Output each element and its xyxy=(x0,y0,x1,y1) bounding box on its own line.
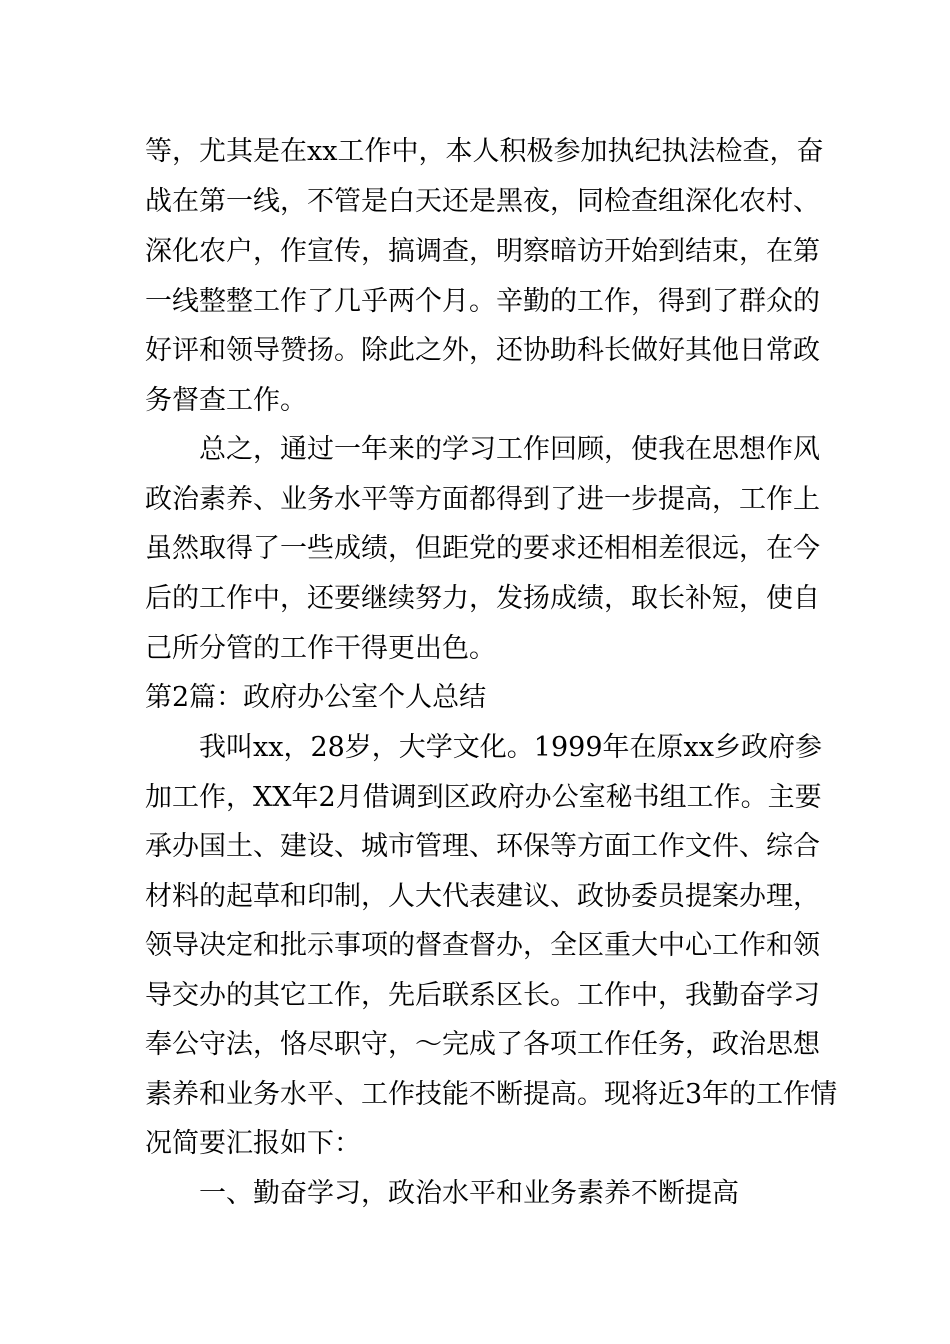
paragraph-line: 等，尤其是在xx工作中，本人积极参加执纪执法检查，奋 xyxy=(145,136,824,167)
paragraph-line: 加工作，XX年2月借调到区政府办公室秘书组工作。主要 xyxy=(145,782,822,813)
paragraph-line: 导交办的其它工作，先后联系区长。工作中，我勤奋学习 xyxy=(145,980,820,1011)
paragraph-line: 好评和领导赞扬。除此之外，还协助科长做好其他日常政 xyxy=(145,335,820,366)
paragraph-line: 一线整整工作了几乎两个月。辛勤的工作，得到了群众的 xyxy=(145,286,820,317)
paragraph-line: 领导决定和批示事项的督查督办，全区重大中心工作和领 xyxy=(145,930,820,961)
paragraph-line: 深化农户，作宣传，搞调查，明察暗访开始到结束，在第 xyxy=(145,236,820,267)
paragraph-line: 战在第一线，不管是白天还是黑夜，同检查组深化农村、 xyxy=(145,186,820,217)
section-heading: 第2篇：政府办公室个人总结 xyxy=(145,682,487,713)
paragraph-line: 后的工作中，还要继续努力，发扬成绩，取长补短，使自 xyxy=(145,583,820,614)
paragraph-line: 我叫xx，28岁，大学文化。1999年在原xx乡政府参 xyxy=(145,732,822,763)
paragraph-line: 材料的起草和印制，人大代表建议、政协委员提案办理， xyxy=(145,881,820,912)
paragraph-line: 素养和业务水平、工作技能不断提高。现将近3年的工作情 xyxy=(145,1079,838,1110)
paragraph-line: 承办国土、建设、城市管理、环保等方面工作文件、综合 xyxy=(145,831,820,862)
paragraph-line: 虽然取得了一些成绩，但距党的要求还相相差很远，在今 xyxy=(145,533,820,564)
paragraph-line: 己所分管的工作干得更出色。 xyxy=(145,633,496,664)
subsection-heading: 一、勤奋学习，政治水平和业务素养不断提高 xyxy=(145,1178,739,1209)
paragraph-line: 况简要汇报如下： xyxy=(145,1128,361,1159)
paragraph-line: 奉公守法，恪尽职守，～完成了各项工作任务，政治思想 xyxy=(145,1029,820,1060)
paragraph-line: 总之，通过一年来的学习工作回顾，使我在思想作风 xyxy=(145,434,820,465)
paragraph-line: 政治素养、业务水平等方面都得到了进一步提高，工作上 xyxy=(145,484,820,515)
paragraph-line: 务督查工作。 xyxy=(145,385,307,416)
